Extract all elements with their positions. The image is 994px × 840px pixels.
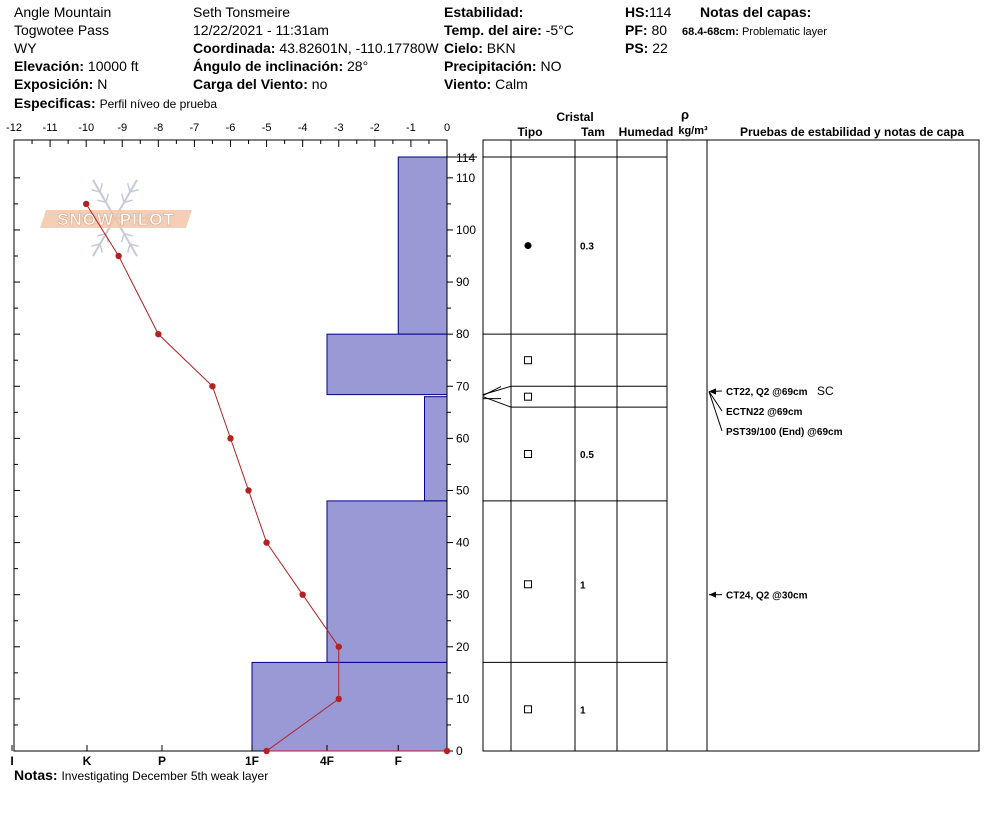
ps-label: PS: bbox=[625, 40, 649, 56]
observation-datetime: 12/22/2021 - 11:31am bbox=[193, 22, 329, 38]
depth-tick-label: 110 bbox=[456, 170, 476, 185]
footer-notes-value: Investigating December 5th weak layer bbox=[61, 769, 269, 783]
layer-connector bbox=[483, 387, 501, 396]
pf-label: PF: bbox=[625, 22, 648, 38]
depth-tick-label: 60 bbox=[456, 431, 470, 446]
density-symbol: ρ bbox=[680, 107, 690, 122]
depth-tick-label: 40 bbox=[456, 535, 470, 550]
logo-text: SNOW PILOT bbox=[57, 210, 175, 229]
temp-tick-label: -3 bbox=[333, 122, 344, 134]
hardness-bar bbox=[252, 662, 447, 751]
footer-notes-label: Notas: bbox=[14, 767, 58, 783]
sky-value: BKN bbox=[486, 40, 516, 56]
specifics-label: Especificas: bbox=[14, 95, 96, 111]
temp-tick-label: -5 bbox=[261, 122, 272, 134]
hardness-bar bbox=[327, 334, 447, 394]
stability-test-label: ECTN22 @69cm bbox=[726, 407, 803, 418]
snowflake-branch bbox=[122, 234, 124, 243]
temp-tick-label: -12 bbox=[6, 122, 22, 134]
wind-value: Calm bbox=[495, 76, 528, 92]
depth-tick-label: 20 bbox=[456, 639, 470, 654]
snowflake-branch bbox=[106, 194, 108, 203]
density-unit: kg/m³ bbox=[678, 125, 708, 137]
snowflake-branch bbox=[122, 194, 124, 203]
hardness-bar bbox=[327, 501, 447, 663]
specifics-value: Perfil níveo de prueba bbox=[99, 97, 218, 111]
slope-label: Ángulo de inclinación: bbox=[193, 58, 344, 74]
crystal-size: 0.3 bbox=[580, 241, 594, 253]
elevation-value: 10000 ft bbox=[87, 58, 139, 74]
crystal-square bbox=[525, 393, 532, 400]
test-arrow-head bbox=[709, 592, 716, 598]
temperature-point bbox=[83, 201, 89, 207]
snowflake-branch bbox=[128, 183, 130, 192]
snowpilot-logo bbox=[40, 180, 192, 256]
aspect-label: Exposición: bbox=[14, 76, 94, 92]
hardness-label: 4F bbox=[319, 754, 335, 768]
temperature-point bbox=[263, 748, 269, 754]
depth-top-label: 114 bbox=[456, 151, 476, 165]
temperature-point bbox=[155, 331, 161, 337]
temp-tick-label: -8 bbox=[153, 122, 164, 134]
hardness-label: I bbox=[10, 754, 14, 768]
hardness-label: F bbox=[394, 754, 402, 768]
hardness-bar bbox=[425, 397, 448, 501]
layer-table bbox=[483, 107, 979, 751]
tests-header: Pruebas de estabilidad y notas de capa bbox=[739, 125, 965, 139]
crystal-size: 1 bbox=[580, 705, 586, 717]
slope-value: 28° bbox=[347, 58, 369, 74]
temperature-point bbox=[227, 435, 233, 441]
crystal-size: 0.5 bbox=[580, 450, 594, 461]
wind-load-value: no bbox=[311, 76, 328, 92]
coordinate-value: 43.82601N, -110.17780W bbox=[279, 40, 439, 56]
temp-tick-label: -10 bbox=[78, 122, 95, 134]
test-arrow-line bbox=[709, 391, 722, 431]
temp-tick-label: -2 bbox=[369, 122, 380, 134]
elevation-label: Elevación: bbox=[14, 58, 85, 74]
temp-tick-label: -11 bbox=[42, 122, 58, 134]
temperature-point bbox=[336, 696, 342, 702]
snowflake-branch bbox=[100, 244, 102, 253]
depth-tick-label: 10 bbox=[456, 691, 470, 706]
depth-tick-label: 70 bbox=[456, 379, 470, 394]
hs-value: 114 bbox=[649, 4, 672, 20]
stability-test-label: CT24, Q2 @30cm bbox=[726, 590, 808, 602]
wind-label: Viento: bbox=[444, 76, 492, 92]
temperature-point bbox=[444, 748, 450, 754]
hardness-bars bbox=[252, 157, 447, 751]
depth-tick-label: 90 bbox=[456, 275, 470, 290]
test-arrow-line bbox=[709, 391, 722, 411]
location-name: Angle Mountain bbox=[14, 4, 112, 20]
crystal-header: Cristal bbox=[556, 110, 594, 124]
temp-tick-label: -9 bbox=[117, 122, 128, 134]
depth-tick-label: 80 bbox=[456, 327, 470, 342]
layer-note-range: 68.4-68cm: bbox=[682, 26, 739, 38]
observer-name: Seth Tonsmeire bbox=[193, 4, 291, 20]
moisture-header: Humedad bbox=[618, 125, 674, 139]
hardness-label: 1F bbox=[244, 754, 260, 768]
crystal-dot bbox=[525, 242, 532, 249]
air-temp-label: Temp. del aire: bbox=[444, 22, 542, 38]
depth-tick-label: 0 bbox=[456, 744, 463, 758]
hs-label: HS: bbox=[625, 4, 650, 20]
wind-load-label: Carga del Viento: bbox=[193, 76, 308, 92]
type-header: Tipo bbox=[517, 125, 543, 139]
precip-value: NO bbox=[540, 58, 562, 74]
stability-test-label: CT22, Q2 @69cm bbox=[726, 387, 808, 398]
temperature-point bbox=[336, 644, 342, 650]
stability-test-label: PST39/100 (End) @69cm bbox=[726, 427, 843, 438]
temp-tick-label: -6 bbox=[225, 122, 236, 134]
temp-tick-label: 0 bbox=[443, 122, 451, 134]
ps-value: 22 bbox=[652, 40, 668, 56]
depth-tick-label: 100 bbox=[456, 222, 477, 237]
sky-label: Cielo: bbox=[444, 40, 483, 56]
state-name: WY bbox=[14, 40, 37, 56]
layer-note-text: Problematic layer bbox=[741, 26, 827, 38]
temperature-point bbox=[115, 253, 121, 259]
crystal-square bbox=[525, 451, 532, 458]
crystal-square bbox=[525, 357, 532, 364]
crystal-square bbox=[525, 706, 532, 713]
size-header: Tam bbox=[581, 125, 605, 139]
snowflake-branch bbox=[100, 183, 102, 192]
temperature-point bbox=[299, 591, 305, 597]
snowflake-branch bbox=[128, 244, 130, 253]
temperature-point bbox=[263, 539, 269, 545]
air-temp-value: -5°C bbox=[545, 22, 574, 38]
depth-tick-label: 50 bbox=[456, 483, 470, 498]
layer-notes-label: Notas del capas: bbox=[700, 4, 812, 20]
pf-value: 80 bbox=[651, 22, 668, 38]
crystal-square bbox=[525, 581, 532, 588]
precip-label: Precipitación: bbox=[444, 58, 537, 74]
stability-test-extra: SC bbox=[817, 384, 834, 398]
area-name: Togwotee Pass bbox=[14, 22, 109, 38]
coordinate-label: Coordinada: bbox=[193, 40, 276, 56]
temp-tick-label: -1 bbox=[406, 122, 416, 134]
table-frame bbox=[483, 140, 979, 751]
hardness-bar bbox=[398, 157, 447, 334]
hardness-label: K bbox=[82, 754, 92, 768]
depth-tick-label: 30 bbox=[456, 587, 470, 602]
temp-tick-label: -7 bbox=[189, 122, 200, 134]
aspect-value: N bbox=[97, 76, 108, 92]
temperature-point bbox=[245, 487, 251, 493]
stability-label: Estabilidad: bbox=[444, 4, 524, 20]
crystal-size: 1 bbox=[580, 580, 586, 592]
temp-tick-label: -4 bbox=[297, 122, 308, 134]
temperature-point bbox=[209, 383, 215, 389]
hardness-label: P bbox=[157, 754, 167, 768]
